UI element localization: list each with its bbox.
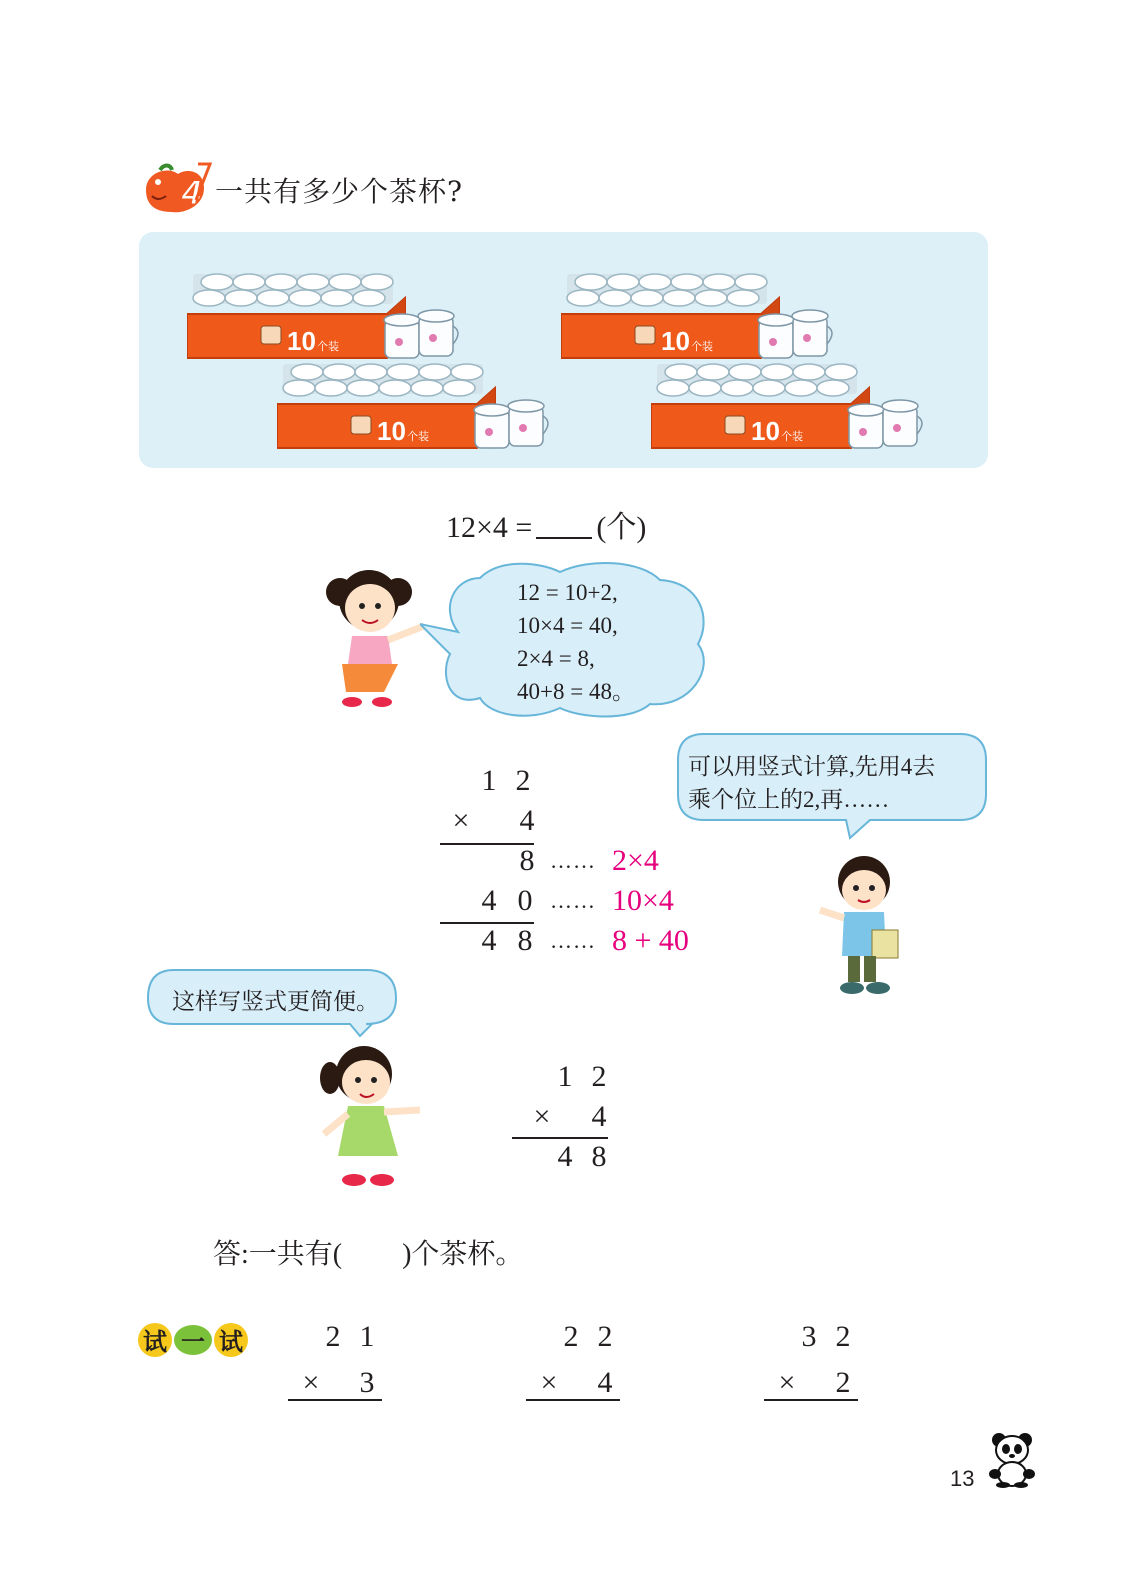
step-line: 40+8 = 48。 [517, 679, 635, 704]
short-form-digit: 1 [557, 1060, 573, 1093]
short-form-digit: 2 [591, 1060, 607, 1093]
short-form-rule [512, 1137, 608, 1139]
ellipsis-dots: …… [550, 888, 596, 913]
try-problem-digit: 3 [801, 1320, 817, 1353]
teacup-icon [261, 326, 281, 344]
long-form-digit: 4 [519, 804, 535, 837]
teacup-icon [351, 416, 371, 434]
step-line: 10×4 = 40, [517, 613, 618, 638]
page-number: 13 [950, 1466, 975, 1491]
long-form-digit: 8 [517, 924, 533, 957]
try-problem-digit: 2 [325, 1320, 341, 1353]
multiply-sign: × [533, 1100, 551, 1133]
try-problem-digit: 2 [597, 1320, 613, 1353]
equation-unit: (个) [596, 511, 647, 544]
teacup-box-illustration [651, 344, 927, 464]
box-label-unit: 个装 [781, 430, 803, 443]
box-label-unit: 个装 [407, 430, 429, 443]
answer-suffix: )个茶杯。 [402, 1239, 524, 1270]
long-form-digit: 1 [481, 764, 497, 797]
box-label-unit: 个装 [691, 340, 713, 353]
long-form-digit: 8 [519, 844, 535, 877]
multiply-sign: × [302, 1366, 320, 1399]
try-problem-rule [288, 1399, 382, 1401]
multiply-sign: × [540, 1366, 558, 1399]
short-form-digit: 8 [591, 1140, 607, 1173]
short-form-digit: 4 [591, 1100, 607, 1133]
boy-speech-text [688, 750, 935, 816]
box-label-number: 10 [751, 416, 780, 446]
calculation-steps [517, 576, 635, 708]
teacup-icon [725, 416, 745, 434]
multiply-sign: × [778, 1366, 796, 1399]
boy-illustration [812, 852, 908, 998]
boy-speech-line: 乘个位上的2,再…… [688, 787, 890, 812]
try-it-char: 一 [181, 1328, 205, 1356]
long-form-digit: 4 [481, 884, 497, 917]
ellipsis-dots: …… [550, 848, 596, 873]
answer-blank[interactable] [536, 513, 592, 539]
question-title: 一共有多少个茶杯? [215, 175, 464, 208]
try-problem-digit: 2 [835, 1320, 851, 1353]
box-label-number: 10 [377, 416, 406, 446]
long-form-digit: 2 [515, 764, 531, 797]
try-it-char: 试 [219, 1328, 243, 1356]
teacup-icon [635, 326, 655, 344]
partial-product-note: 2×4 [612, 844, 659, 877]
try-problem-digit: 4 [597, 1366, 613, 1399]
ellipsis-dots: …… [550, 928, 596, 953]
girl2-speech-text: 这样写竖式更简便。 [172, 989, 379, 1014]
girl-presenting-illustration [316, 1044, 426, 1190]
try-it-char: 试 [143, 1328, 167, 1356]
try-problem-digit: 2 [563, 1320, 579, 1353]
panda-icon [985, 1430, 1041, 1488]
example-number: 4 [182, 174, 201, 212]
equation-left: 12×4 = [446, 511, 533, 544]
long-form-digit: 0 [517, 884, 533, 917]
answer-sentence [213, 1232, 523, 1272]
box-label-unit: 个装 [317, 340, 339, 353]
box-label-number: 10 [287, 326, 316, 356]
teacup-box-illustration [277, 344, 553, 464]
try-it-badge [137, 1318, 249, 1360]
short-form-digit: 4 [557, 1140, 573, 1173]
try-problem-rule [526, 1399, 620, 1401]
try-problem-digit: 1 [359, 1320, 375, 1353]
multiplication-equation [446, 502, 646, 546]
teacup-illustration-panel [139, 232, 988, 468]
long-form-digit: 4 [481, 924, 497, 957]
try-problem-rule [764, 1399, 858, 1401]
answer-prefix: 答:一共有( [213, 1239, 343, 1270]
step-line: 12 = 10+2, [517, 580, 618, 605]
step-line: 2×4 = 8, [517, 646, 595, 671]
partial-product-note: 8 + 40 [612, 924, 689, 957]
multiply-sign: × [452, 804, 470, 837]
boy-speech-line: 可以用竖式计算,先用4去 [688, 754, 936, 779]
partial-product-note: 10×4 [612, 884, 674, 917]
example-number-badge [138, 160, 212, 216]
try-problem-digit: 3 [359, 1366, 375, 1399]
try-problem-digit: 2 [835, 1366, 851, 1399]
box-label-number: 10 [661, 326, 690, 356]
